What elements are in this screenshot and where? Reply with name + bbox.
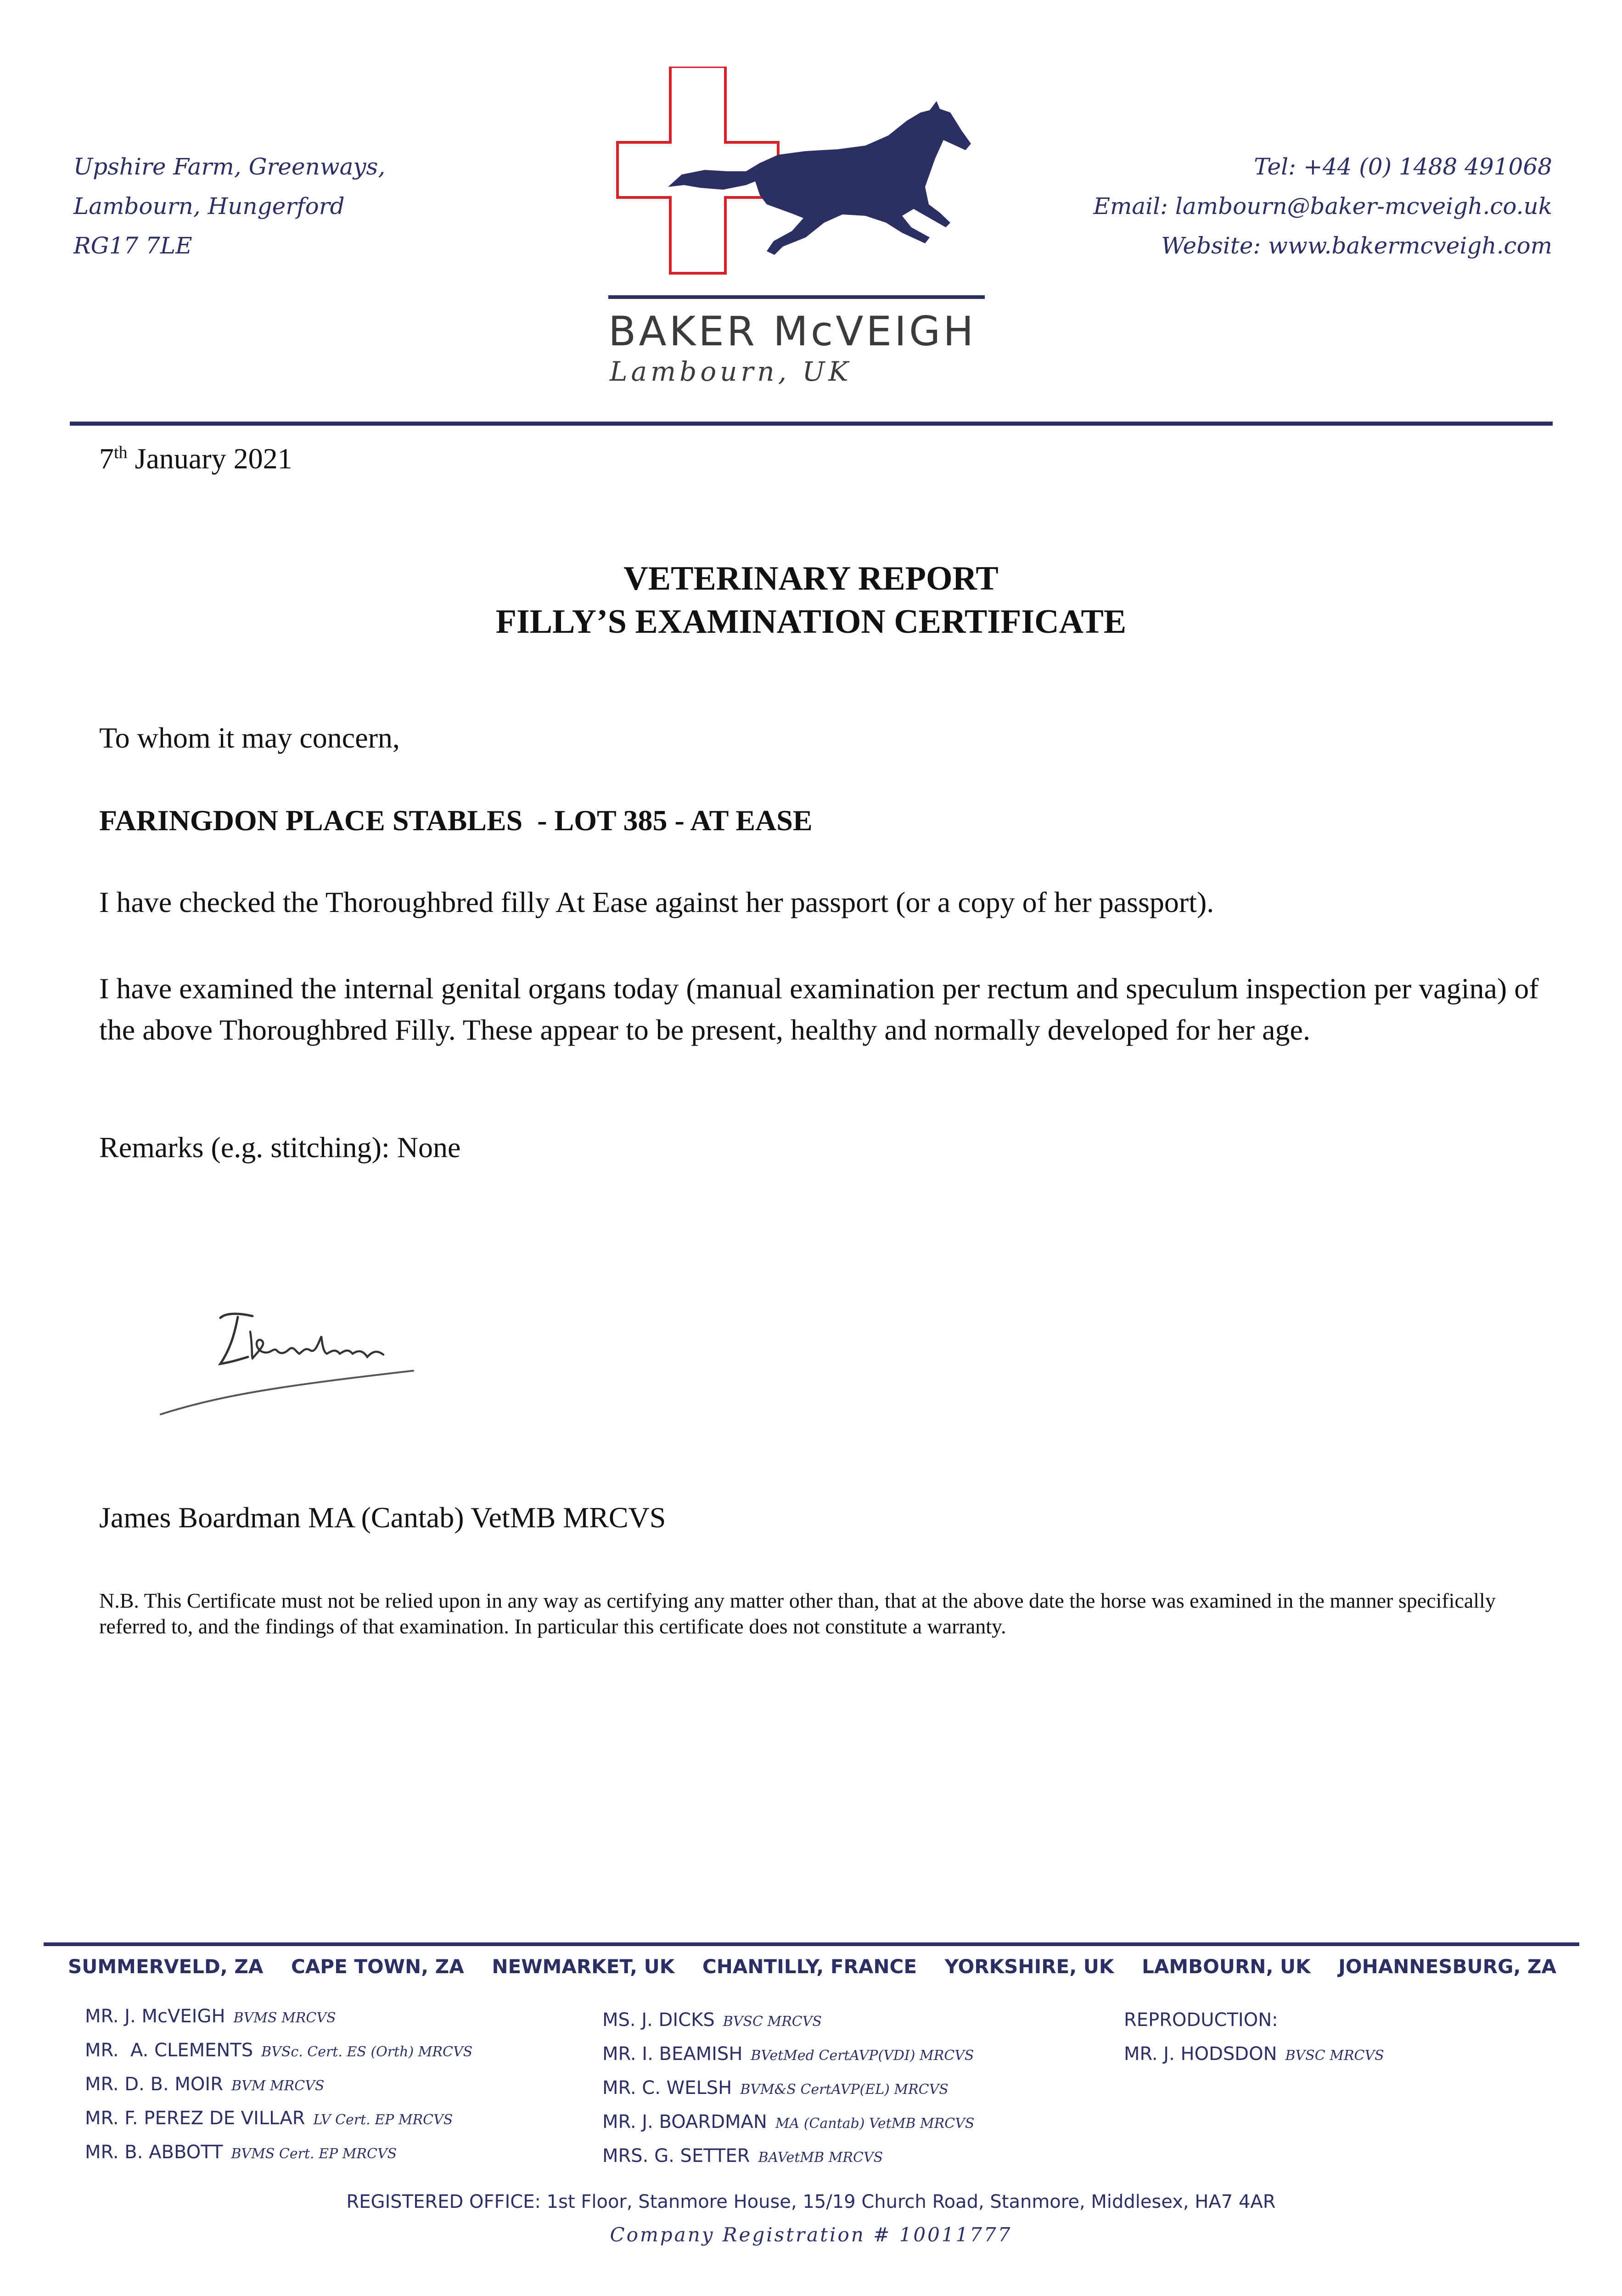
phone-line: Tel: +44 (0) 1488 491068 xyxy=(1254,153,1552,180)
vet-name: MR. F. PEREZ DE VILLAR xyxy=(85,2108,305,2129)
footer-divider xyxy=(44,1942,1579,1946)
report-subtitle: FILLY’S EXAMINATION CERTIFICATE xyxy=(495,603,1127,641)
vet-qualifications: BVSc. Cert. ES (Orth) MRCVS xyxy=(261,2044,473,2060)
vet-qualifications: BVMS Cert. EP MRCVS xyxy=(231,2146,397,2162)
vet-entry xyxy=(85,2142,472,2176)
reproduction-label: REPRODUCTION: xyxy=(1124,2009,1278,2031)
vet-list-column-2 xyxy=(602,2009,974,2179)
vet-qualifications: BVM&S CertAVP(EL) MRCVS xyxy=(740,2082,949,2098)
vet-name: MR. J. McVEIGH xyxy=(85,2006,225,2027)
signature xyxy=(156,1300,432,1419)
vet-entry xyxy=(602,2043,974,2077)
vet-name: MR. I. BEAMISH xyxy=(602,2043,743,2065)
brand-location: Lambourn, UK xyxy=(610,356,852,387)
letter-date xyxy=(99,442,292,476)
vet-entry xyxy=(85,2074,472,2108)
vet-qualifications: BVSC MRCVS xyxy=(723,2014,822,2030)
vet-qualifications: MA (Cantab) VetMB MRCVS xyxy=(775,2116,975,2132)
office-locations xyxy=(68,1955,1556,1978)
brand-name: BAKER McVEIGH xyxy=(608,308,977,355)
office-location: LAMBOURN, UK xyxy=(1142,1955,1311,1978)
lot-heading: FARINGDON PLACE STABLES - LOT 385 - AT EASE xyxy=(99,804,813,837)
address-line-1: Upshire Farm, Greenways, xyxy=(73,153,386,180)
vet-list-column-1 xyxy=(85,2006,472,2176)
company-registration: Company Registration # 10011777 xyxy=(610,2223,1012,2246)
office-location: YORKSHIRE, UK xyxy=(944,1955,1114,1978)
vet-name: MR. J. BOARDMAN xyxy=(602,2111,767,2133)
signer-name: James Boardman MA (Cantab) VetMB MRCVS xyxy=(99,1501,666,1534)
vet-name: MR. J. HODSDON xyxy=(1124,2043,1277,2065)
vet-entry xyxy=(602,2009,974,2043)
remarks: Remarks (e.g. stitching): None xyxy=(99,1131,461,1164)
report-title: VETERINARY REPORT xyxy=(623,560,999,597)
vet-entry xyxy=(85,2006,472,2040)
office-location: CAPE TOWN, ZA xyxy=(291,1955,464,1978)
vet-qualifications: BVMS MRCVS xyxy=(233,2010,336,2026)
office-location: JOHANNESBURG, ZA xyxy=(1338,1955,1556,1978)
vet-name: MS. J. DICKS xyxy=(602,2009,715,2031)
email-line: Email: lambourn@baker-mcveigh.co.uk xyxy=(1093,193,1552,219)
vet-entry xyxy=(1124,2043,1384,2077)
date-suffix: th xyxy=(114,443,128,462)
vet-name: MR. D. B. MOIR xyxy=(85,2074,223,2095)
date-day: 7 xyxy=(99,442,114,475)
office-location: NEWMARKET, UK xyxy=(492,1955,675,1978)
vet-name: MR. B. ABBOTT xyxy=(85,2142,223,2163)
vet-qualifications: LV Cert. EP MRCVS xyxy=(313,2112,453,2128)
date-rest: January 2021 xyxy=(127,442,292,475)
salutation: To whom it may concern, xyxy=(99,721,400,754)
company-address xyxy=(73,147,385,265)
vet-entry xyxy=(602,2145,974,2179)
passport-paragraph: I have checked the Thoroughbred filly At Ease against her passport (or a copy of her passport). xyxy=(99,886,1214,918)
office-location: SUMMERVELD, ZA xyxy=(68,1955,264,1978)
vet-qualifications: BAVetMB MRCVS xyxy=(758,2150,883,2166)
address-line-3: RG17 7LE xyxy=(73,232,192,259)
vet-entry xyxy=(602,2111,974,2145)
vet-name: MR. C. WELSH xyxy=(602,2077,732,2099)
vet-entry xyxy=(85,2108,472,2142)
company-contact xyxy=(1093,147,1552,265)
vet-entry xyxy=(602,2077,974,2111)
address-line-2: Lambourn, Hungerford xyxy=(73,193,345,219)
vet-qualifications: BVM MRCVS xyxy=(231,2078,325,2094)
website-line: Website: www.bakermcveigh.com xyxy=(1161,232,1552,259)
vet-name: MR. A. CLEMENTS xyxy=(85,2040,253,2061)
vet-name: MRS. G. SETTER xyxy=(602,2145,750,2167)
office-location: CHANTILLY, FRANCE xyxy=(702,1955,917,1978)
disclaimer-note: N.B. This Certificate must not be relied upon in any way as certifying any matter other than, that at the above date the horse was examined in the manner specifically referred to, and the findings of that examination. In particular this certificate does not constitute a warranty. xyxy=(99,1589,1496,1638)
vet-qualifications: BVSC MRCVS xyxy=(1285,2048,1384,2064)
header-divider xyxy=(70,422,1553,426)
vet-entry xyxy=(85,2040,472,2074)
registered-office: REGISTERED OFFICE: 1st Floor, Stanmore House, 15/19 Church Road, Stanmore, Middlesex, HA7 4AR xyxy=(346,2191,1276,2212)
examination-paragraph: I have examined the internal genital organs today (manual examination per rectum and speculum inspection per vagina) of the above Thoroughbred Filly. These appear to be present, healthy and normally developed for her age. xyxy=(99,972,1539,1046)
reproduction-column xyxy=(1124,2009,1384,2077)
vet-qualifications: BVetMed CertAVP(VDI) MRCVS xyxy=(751,2048,974,2064)
